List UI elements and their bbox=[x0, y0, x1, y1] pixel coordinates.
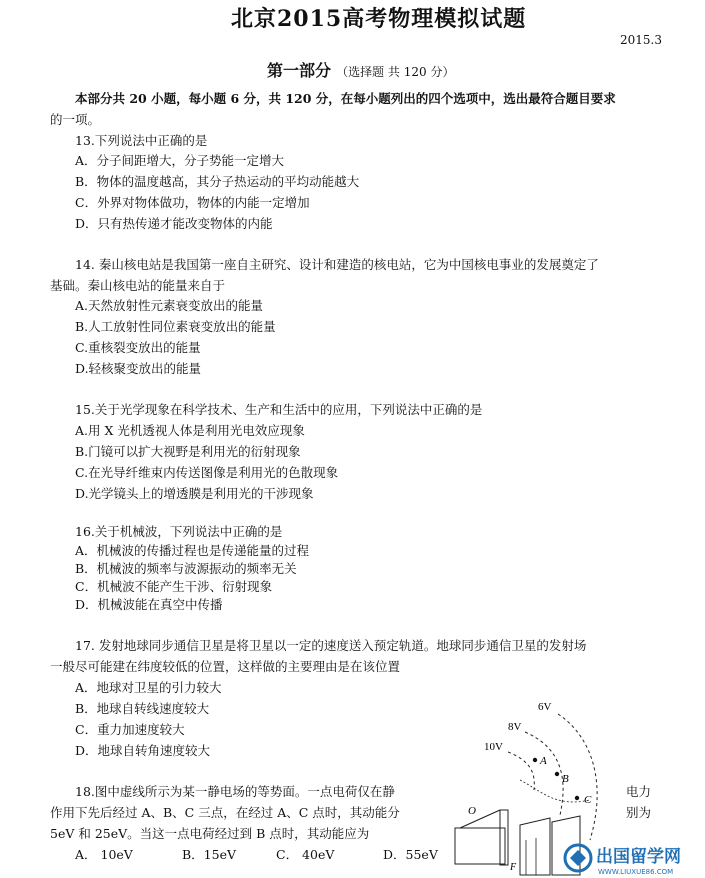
apparatus-plate-1 bbox=[520, 818, 550, 875]
apparatus-base bbox=[455, 828, 505, 864]
question-13-option-c: C．外界对物体做功，物体的内能一定增加 bbox=[75, 195, 310, 210]
label-c: C bbox=[584, 794, 592, 806]
question-15-stem: 15.关于光学现象在科学技术、生产和生活中的应用，下列说法中正确的是 bbox=[75, 402, 483, 417]
equipotential-10v bbox=[508, 752, 534, 790]
charge-trajectory bbox=[520, 780, 590, 802]
apparatus-rod bbox=[460, 810, 500, 828]
part-intro-line1: 本部分共 20 小题，每小题 6 分，共 120 分，在每小题列出的四个选项中，选出最符合题目要求 bbox=[75, 91, 616, 106]
page-title: 北京2015高考物理模拟试题 bbox=[231, 6, 527, 32]
watermark-name: 出国留学网 bbox=[596, 847, 681, 867]
label-6v: 6V bbox=[538, 701, 552, 713]
question-14-option-a: A.天然放射性元素衰变放出的能量 bbox=[75, 298, 264, 313]
question-15-option-c: C.在光导纤维束内传送图像是利用光的色散现象 bbox=[75, 465, 339, 480]
question-13-option-b: B．物体的温度越高，其分子热运动的平均动能越大 bbox=[75, 174, 360, 189]
question-16-option-b: B．机械波的频率与波源振动的频率无关 bbox=[75, 561, 297, 576]
question-16-option-c: C．机械波不能产生干涉、衍射现象 bbox=[75, 579, 273, 594]
label-8v: 8V bbox=[508, 721, 522, 733]
question-14-option-b: B.人工放射性同位素衰变放出的能量 bbox=[75, 319, 276, 334]
question-18-stem-line3: 5eV 和 25eV。当这一点电荷经过到 B 点时，其动能应为 bbox=[50, 826, 370, 841]
exam-date: 2015.3 bbox=[620, 33, 662, 47]
label-a: A bbox=[540, 755, 547, 767]
question-16-option-a: A．机械波的传播过程也是传递能量的过程 bbox=[75, 543, 310, 558]
question-13-stem: 13.下列说法中正确的是 bbox=[75, 133, 208, 148]
question-18-option-d: D．55eV bbox=[383, 847, 438, 862]
question-14-stem-line2: 基础。秦山核电站的能量来自于 bbox=[50, 278, 226, 293]
question-13-option-d: D．只有热传递才能改变物体的内能 bbox=[75, 216, 273, 231]
part-heading-row bbox=[267, 58, 454, 81]
point-b bbox=[555, 772, 559, 776]
question-18-stem-tail2: 别为 bbox=[626, 805, 652, 820]
watermark-url: WWW.LIUXUE86.COM bbox=[598, 868, 674, 876]
question-15-option-d: D.光学镜头上的增透膜是利用光的干涉现象 bbox=[75, 486, 314, 501]
watermark bbox=[560, 838, 705, 878]
question-18-stem-tail1: 电力 bbox=[626, 784, 652, 799]
part-heading: 第一部分 bbox=[267, 61, 332, 80]
question-17-option-d: D．地球自转角速度较大 bbox=[75, 743, 211, 758]
question-16-stem: 16.关于机械波，下列说法中正确的是 bbox=[75, 524, 283, 539]
question-17-option-b: B．地球自转线速度较大 bbox=[75, 701, 210, 716]
question-17-stem-line1: 17. 发射地球同步通信卫星是将卫星以一定的速度送入预定轨道。地球同步通信卫星的发射场 bbox=[75, 638, 587, 653]
point-a bbox=[533, 758, 537, 762]
question-14-stem-line1: 14. 秦山核电站是我国第一座自主研究、设计和建造的核电站，它为中国核电事业的发展奠定了 bbox=[75, 257, 599, 272]
point-c bbox=[575, 796, 579, 800]
question-18-option-c: C． 40eV bbox=[276, 847, 335, 862]
question-17-option-a: A．地球对卫星的引力较大 bbox=[75, 680, 222, 695]
watermark-logo-mark bbox=[570, 850, 586, 866]
label-o: O bbox=[468, 805, 476, 817]
question-17-option-c: C．重力加速度较大 bbox=[75, 722, 185, 737]
question-17-stem-line2: 一般尽可能建在纬度较低的位置，这样做的主要理由是在该位置 bbox=[50, 659, 401, 674]
apparatus-stand bbox=[500, 810, 508, 865]
question-13-option-a: A．分子间距增大，分子势能一定增大 bbox=[75, 153, 285, 168]
label-10v: 10V bbox=[484, 741, 503, 753]
question-18-stem-line2: 作用下先后经过 A、B、C 三点，在经过 A、C 点时，其动能分 bbox=[50, 805, 400, 820]
question-15-option-a: A.用 X 光机透视人体是利用光电效应现象 bbox=[75, 423, 305, 438]
part-intro-line2: 的一项。 bbox=[50, 112, 101, 127]
question-16-option-d: D．机械波能在真空中传播 bbox=[75, 597, 223, 612]
question-14-option-c: C.重核裂变放出的能量 bbox=[75, 340, 201, 355]
question-15-option-b: B.门镜可以扩大视野是利用光的衍射现象 bbox=[75, 444, 301, 459]
label-f: F bbox=[510, 862, 517, 873]
label-b: B bbox=[562, 773, 569, 785]
question-18-option-a: A． 10eV bbox=[75, 847, 133, 862]
question-14-option-d: D.轻核聚变放出的能量 bbox=[75, 361, 202, 376]
question-18-stem-line1: 18.图中虚线所示为某一静电场的等势面。一点电荷仅在静 bbox=[75, 784, 395, 799]
question-18-option-b: B．15eV bbox=[182, 847, 237, 862]
part-note: （选择题 共 120 分） bbox=[336, 65, 455, 79]
